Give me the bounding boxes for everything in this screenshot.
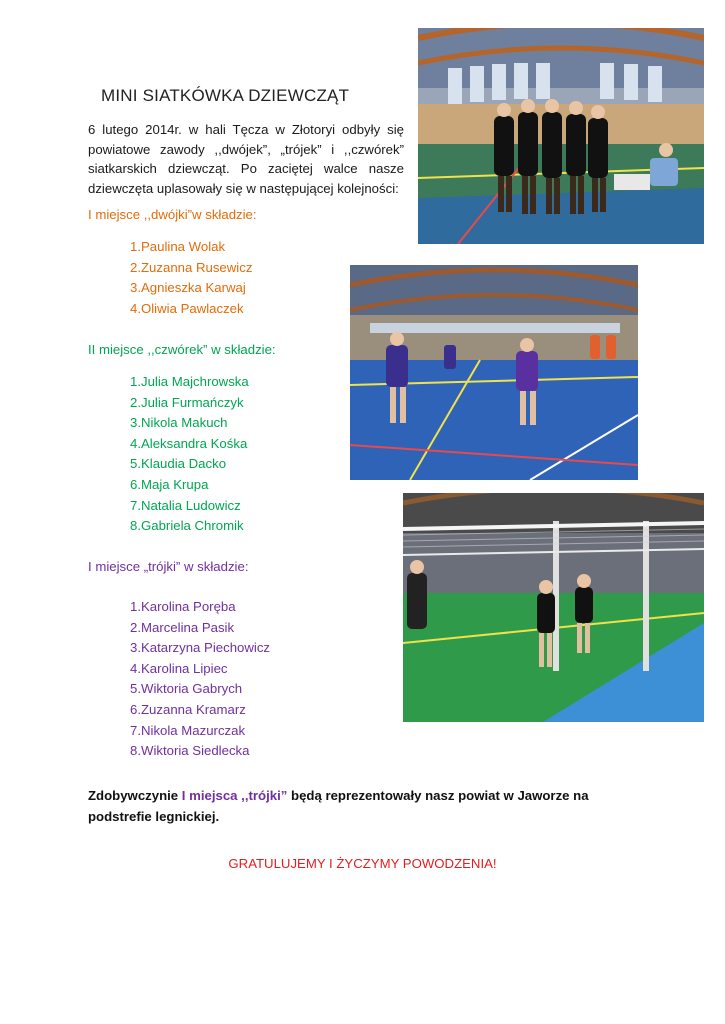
list-item: 2.Julia Furmańczyk [130,394,244,410]
closing-text-end: będą reprezentowały nasz powiat w Jaworze na podstrefie legnickiej. [88,788,589,824]
member-list-czworek [130,372,249,537]
list-item: 3.Nikola Makuch [130,415,228,431]
list-item: 1.Paulina Wolak [130,239,226,254]
list-item: 8.Wiktoria Siedlecka [130,743,250,759]
list-item: 5.Klaudia Dacko [130,456,227,472]
photo-net-green-court [403,493,704,722]
list-item: 7.Nikola Mazurczak [130,722,246,738]
member-list-dwojki [130,237,252,319]
list-item: 7.Natalia Ludowicz [130,497,241,513]
page-title: MINI SIATKÓWKA DZIEWCZĄT [101,86,350,105]
section-label-trojki: I miejsce „trójki” w składzie: [88,559,249,574]
list-item: 4.Oliwia Pawlaczek [130,300,244,316]
list-item: 4.Aleksandra Kośka [130,435,248,451]
list-item: 6.Zuzanna Kramarz [130,701,246,717]
list-item: 1.Karolina Poręba [130,599,236,614]
list-item: 4.Karolina Lipiec [130,660,228,676]
photo-match-blue-court [350,265,638,480]
list-item: 1.Julia Majchrowska [130,374,249,389]
section-label-czworek: II miejsce ,,czwórek” w składzie: [88,342,276,357]
closing-highlight: I miejsca ,,trójki” [181,788,288,803]
closing-text-start: Zdobywczynie [88,788,182,803]
list-item: 3.Katarzyna Piechowicz [130,640,271,656]
member-list-trojki [130,597,270,762]
list-item: 5.Wiktoria Gabrych [130,681,243,697]
list-item: 6.Maja Krupa [130,476,209,492]
list-item: 8.Gabriela Chromik [130,518,244,534]
closing-paragraph [88,785,648,827]
intro-paragraph: 6 lutego 2014r. w hali Tęcza w Złotoryi odbyły się powiatowe zawody ,,dwójek”, „trójek” i ,,czwórek” siatkarskich dziewcząt. Po zaciętej walce nasze dziewczęta uplasowały się w następującej kolejności: [88,122,404,196]
congratulations-message: GRATULUJEMY I ŻYCZYMY POWODZENIA! [228,856,497,871]
list-item: 2.Zuzanna Rusewicz [130,259,253,275]
list-item: 2.Marcelina Pasik [130,619,235,635]
section-label-dwojki: I miejsce ,,dwójki”w składzie: [88,207,257,222]
photo-team [418,28,704,244]
list-item: 3.Agnieszka Karwaj [130,280,246,296]
